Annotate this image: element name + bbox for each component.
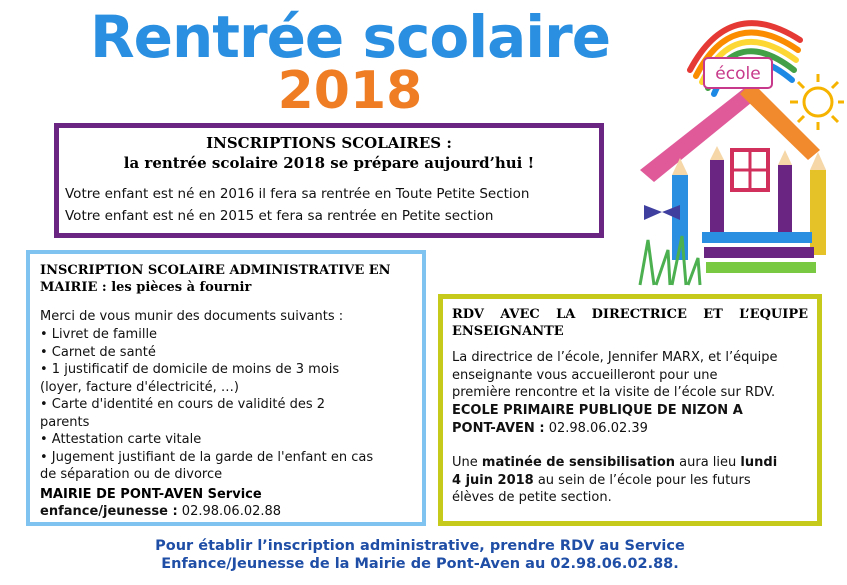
page-title: Rentrée scolaire [89, 3, 611, 71]
rdv-school-label: PONT-AVEN : [452, 421, 545, 436]
rdv-box [438, 294, 822, 526]
admin-contact-label: enfance/jeunesse : [40, 504, 178, 519]
ground-pencil-purple-icon [704, 247, 814, 258]
rdv-school-contact [452, 420, 648, 438]
rdv-school-name: ECOLE PRIMAIRE PUBLIQUE DE NIZON A [452, 403, 743, 418]
list-item: • Carte d'identité en cours de validité des 2 [40, 397, 326, 412]
wall-pencil-purple-icon [710, 160, 724, 232]
inscriptions-box [54, 123, 604, 238]
rdv-school-phone: 02.98.06.02.39 [548, 421, 648, 436]
ecole-sign-label: école [715, 64, 761, 84]
list-item: • Jugement justifiant de la garde de l'enfant en cas [40, 449, 374, 465]
wall-pencil-yellow-icon [810, 170, 826, 255]
rdv-heading-line1: RDV AVEC LA DIRECTRICE ET L’EQUIPE [452, 307, 808, 322]
rdv-event-date: 4 juin 2018 [452, 472, 534, 488]
sun-icon [790, 74, 844, 130]
list-item: • 1 justificatif de domicile de moins de 3 mois [40, 362, 340, 377]
school-house-illustration [620, 0, 847, 292]
ground-pencil-blue-icon [702, 232, 812, 243]
grass-icon [640, 236, 700, 285]
page-title-year: 2018 [277, 61, 423, 121]
rdv-paragraph: La directrice de l’école, Jennifer MARX, et l’équipe enseignante vous accueilleront pour une première rencontre et la visite de l’école sur RDV. [452, 350, 778, 400]
footer-line1: Pour établir l’inscription administrative, prendre RDV au Service [155, 538, 685, 554]
admin-contact-phone: 02.98.06.02.88 [181, 504, 282, 519]
list-item: • Livret de famille [40, 327, 158, 342]
ground-pencil-green-icon [706, 262, 816, 273]
inscriptions-line-2015: Votre enfant est né en 2015 et fera sa rentrée en Petite section [65, 208, 494, 224]
rdv-event-name: matinée de sensibilisation [481, 455, 676, 470]
admin-document-list [40, 326, 373, 484]
list-item: de séparation ou de divorce [40, 467, 223, 482]
wall-pencil-purple2-icon [778, 165, 792, 235]
list-item: • Attestation carte vitale [40, 432, 202, 447]
list-item: (loyer, facture d'électricité, …) [40, 379, 239, 395]
inscriptions-heading: INSCRIPTIONS SCOLAIRES : [206, 134, 452, 152]
rdv-heading-line2: ENSEIGNANTE [452, 324, 564, 339]
footer-line2: Enfance/Jeunesse de la Mairie de Pont-Aven au 02.98.06.02.88. [161, 556, 679, 572]
list-item: parents [40, 414, 90, 430]
admin-contact-line2 [40, 503, 281, 521]
admin-heading-line1: INSCRIPTION SCOLAIRE ADMINISTRATIVE EN [40, 263, 391, 278]
admin-inscription-box [26, 250, 426, 526]
rdv-info: Une matinée de sensibilisation aura lieu lundi 4 juin 2018 au sein de l’école pour les futurs élèves de petite section. [452, 455, 778, 505]
inscriptions-subheading: la rentrée scolaire 2018 se prépare aujourd’hui ! [123, 154, 535, 172]
admin-intro: Merci de vous munir des documents suivants : [40, 309, 344, 324]
admin-contact-line1: MAIRIE DE PONT-AVEN Service [40, 487, 262, 502]
admin-heading-line2: MAIRIE : les pièces à fournir [40, 280, 252, 295]
list-item: • Carnet de santé [40, 344, 156, 360]
inscriptions-line-2016: Votre enfant est né en 2016 il fera sa rentrée en Toute Petite Section [65, 186, 530, 202]
